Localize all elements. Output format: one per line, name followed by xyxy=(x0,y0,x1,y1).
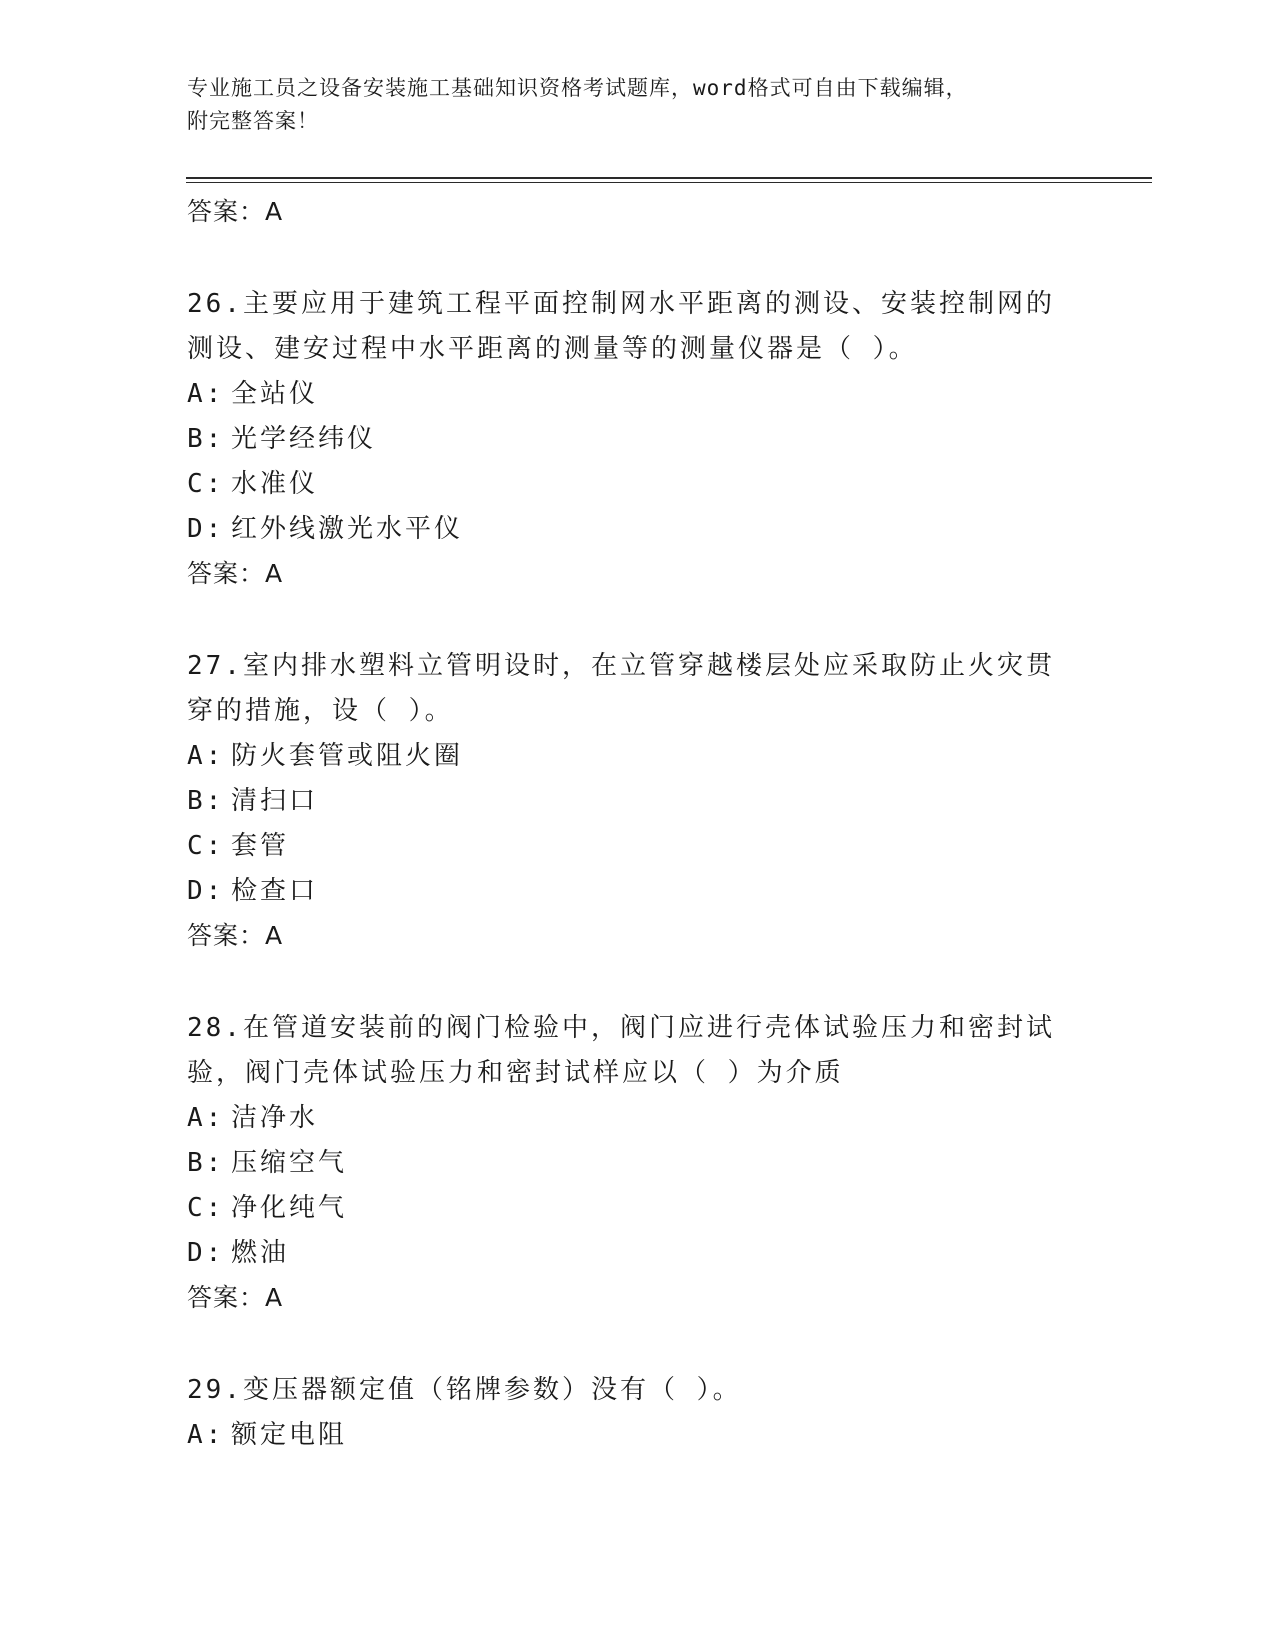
option-c xyxy=(187,1186,1077,1231)
option-letter: C: xyxy=(187,1193,225,1223)
document-header xyxy=(187,72,1087,138)
option-text: 检查口 xyxy=(231,876,319,906)
option-letter: B: xyxy=(187,424,225,454)
answer-line: 答案：A xyxy=(187,1283,284,1312)
option-text: 净化纯气 xyxy=(231,1193,348,1223)
option-text: 清扫口 xyxy=(231,786,319,816)
option-c xyxy=(187,824,1077,869)
question-list xyxy=(187,190,1077,1458)
option-a xyxy=(187,1413,1077,1458)
option-text: 洁净水 xyxy=(231,1103,319,1133)
option-letter: D: xyxy=(187,876,225,906)
header-divider-thin xyxy=(186,182,1152,183)
question-text: 29.变压器额定值（铭牌参数）没有（ ）。 xyxy=(187,1375,742,1405)
option-letter: A: xyxy=(187,741,225,771)
option-letter: B: xyxy=(187,786,225,816)
question-text: 28.在管道安装前的阀门检验中，阀门应进行壳体试验压力和密封试验，阀门壳体试验压力和密封试样应以（ ）为介质 xyxy=(187,1013,1055,1088)
answer-line: 答案：A xyxy=(187,559,284,588)
option-text: 套管 xyxy=(231,831,290,861)
question-28 xyxy=(187,1006,1077,1320)
answer-line: 答案：A xyxy=(187,197,284,226)
option-d xyxy=(187,869,1077,914)
option-text: 光学经纬仪 xyxy=(231,424,377,454)
option-b xyxy=(187,417,1077,462)
option-d xyxy=(187,507,1077,552)
option-a xyxy=(187,372,1077,417)
option-letter: B: xyxy=(187,1148,225,1178)
answer-line: 答案：A xyxy=(187,921,284,950)
option-letter: A: xyxy=(187,1420,225,1450)
option-d xyxy=(187,1231,1077,1276)
option-a xyxy=(187,1096,1077,1141)
option-b xyxy=(187,1141,1077,1186)
option-b xyxy=(187,779,1077,824)
question-26 xyxy=(187,282,1077,596)
option-letter: C: xyxy=(187,831,225,861)
option-text: 额定电阻 xyxy=(231,1420,348,1450)
header-divider xyxy=(186,177,1152,179)
option-text: 红外线激光水平仪 xyxy=(231,514,464,544)
option-letter: C: xyxy=(187,469,225,499)
question-text: 26.主要应用于建筑工程平面控制网水平距离的测设、安装控制网的测设、建安过程中水平距离的测量等的测量仪器是（ ）。 xyxy=(187,289,1055,364)
option-c xyxy=(187,462,1077,507)
option-text: 全站仪 xyxy=(231,379,319,409)
question-27 xyxy=(187,644,1077,958)
option-letter: A: xyxy=(187,1103,225,1133)
option-letter: A: xyxy=(187,379,225,409)
option-text: 防火套管或阻火圈 xyxy=(231,741,464,771)
question-text: 27.室内排水塑料立管明设时，在立管穿越楼层处应采取防止火灾贯穿的措施，设（ ）。 xyxy=(187,651,1055,726)
header-line-1: 专业施工员之设备安装施工基础知识资格考试题库，word格式可自由下载编辑， xyxy=(187,76,968,100)
option-letter: D: xyxy=(187,1238,225,1268)
option-a xyxy=(187,734,1077,779)
option-text: 水准仪 xyxy=(231,469,319,499)
option-text: 燃油 xyxy=(231,1238,290,1268)
option-text: 压缩空气 xyxy=(231,1148,348,1178)
header-line-2: 附完整答案！ xyxy=(187,109,319,133)
option-letter: D: xyxy=(187,514,225,544)
question-29 xyxy=(187,1368,1077,1458)
